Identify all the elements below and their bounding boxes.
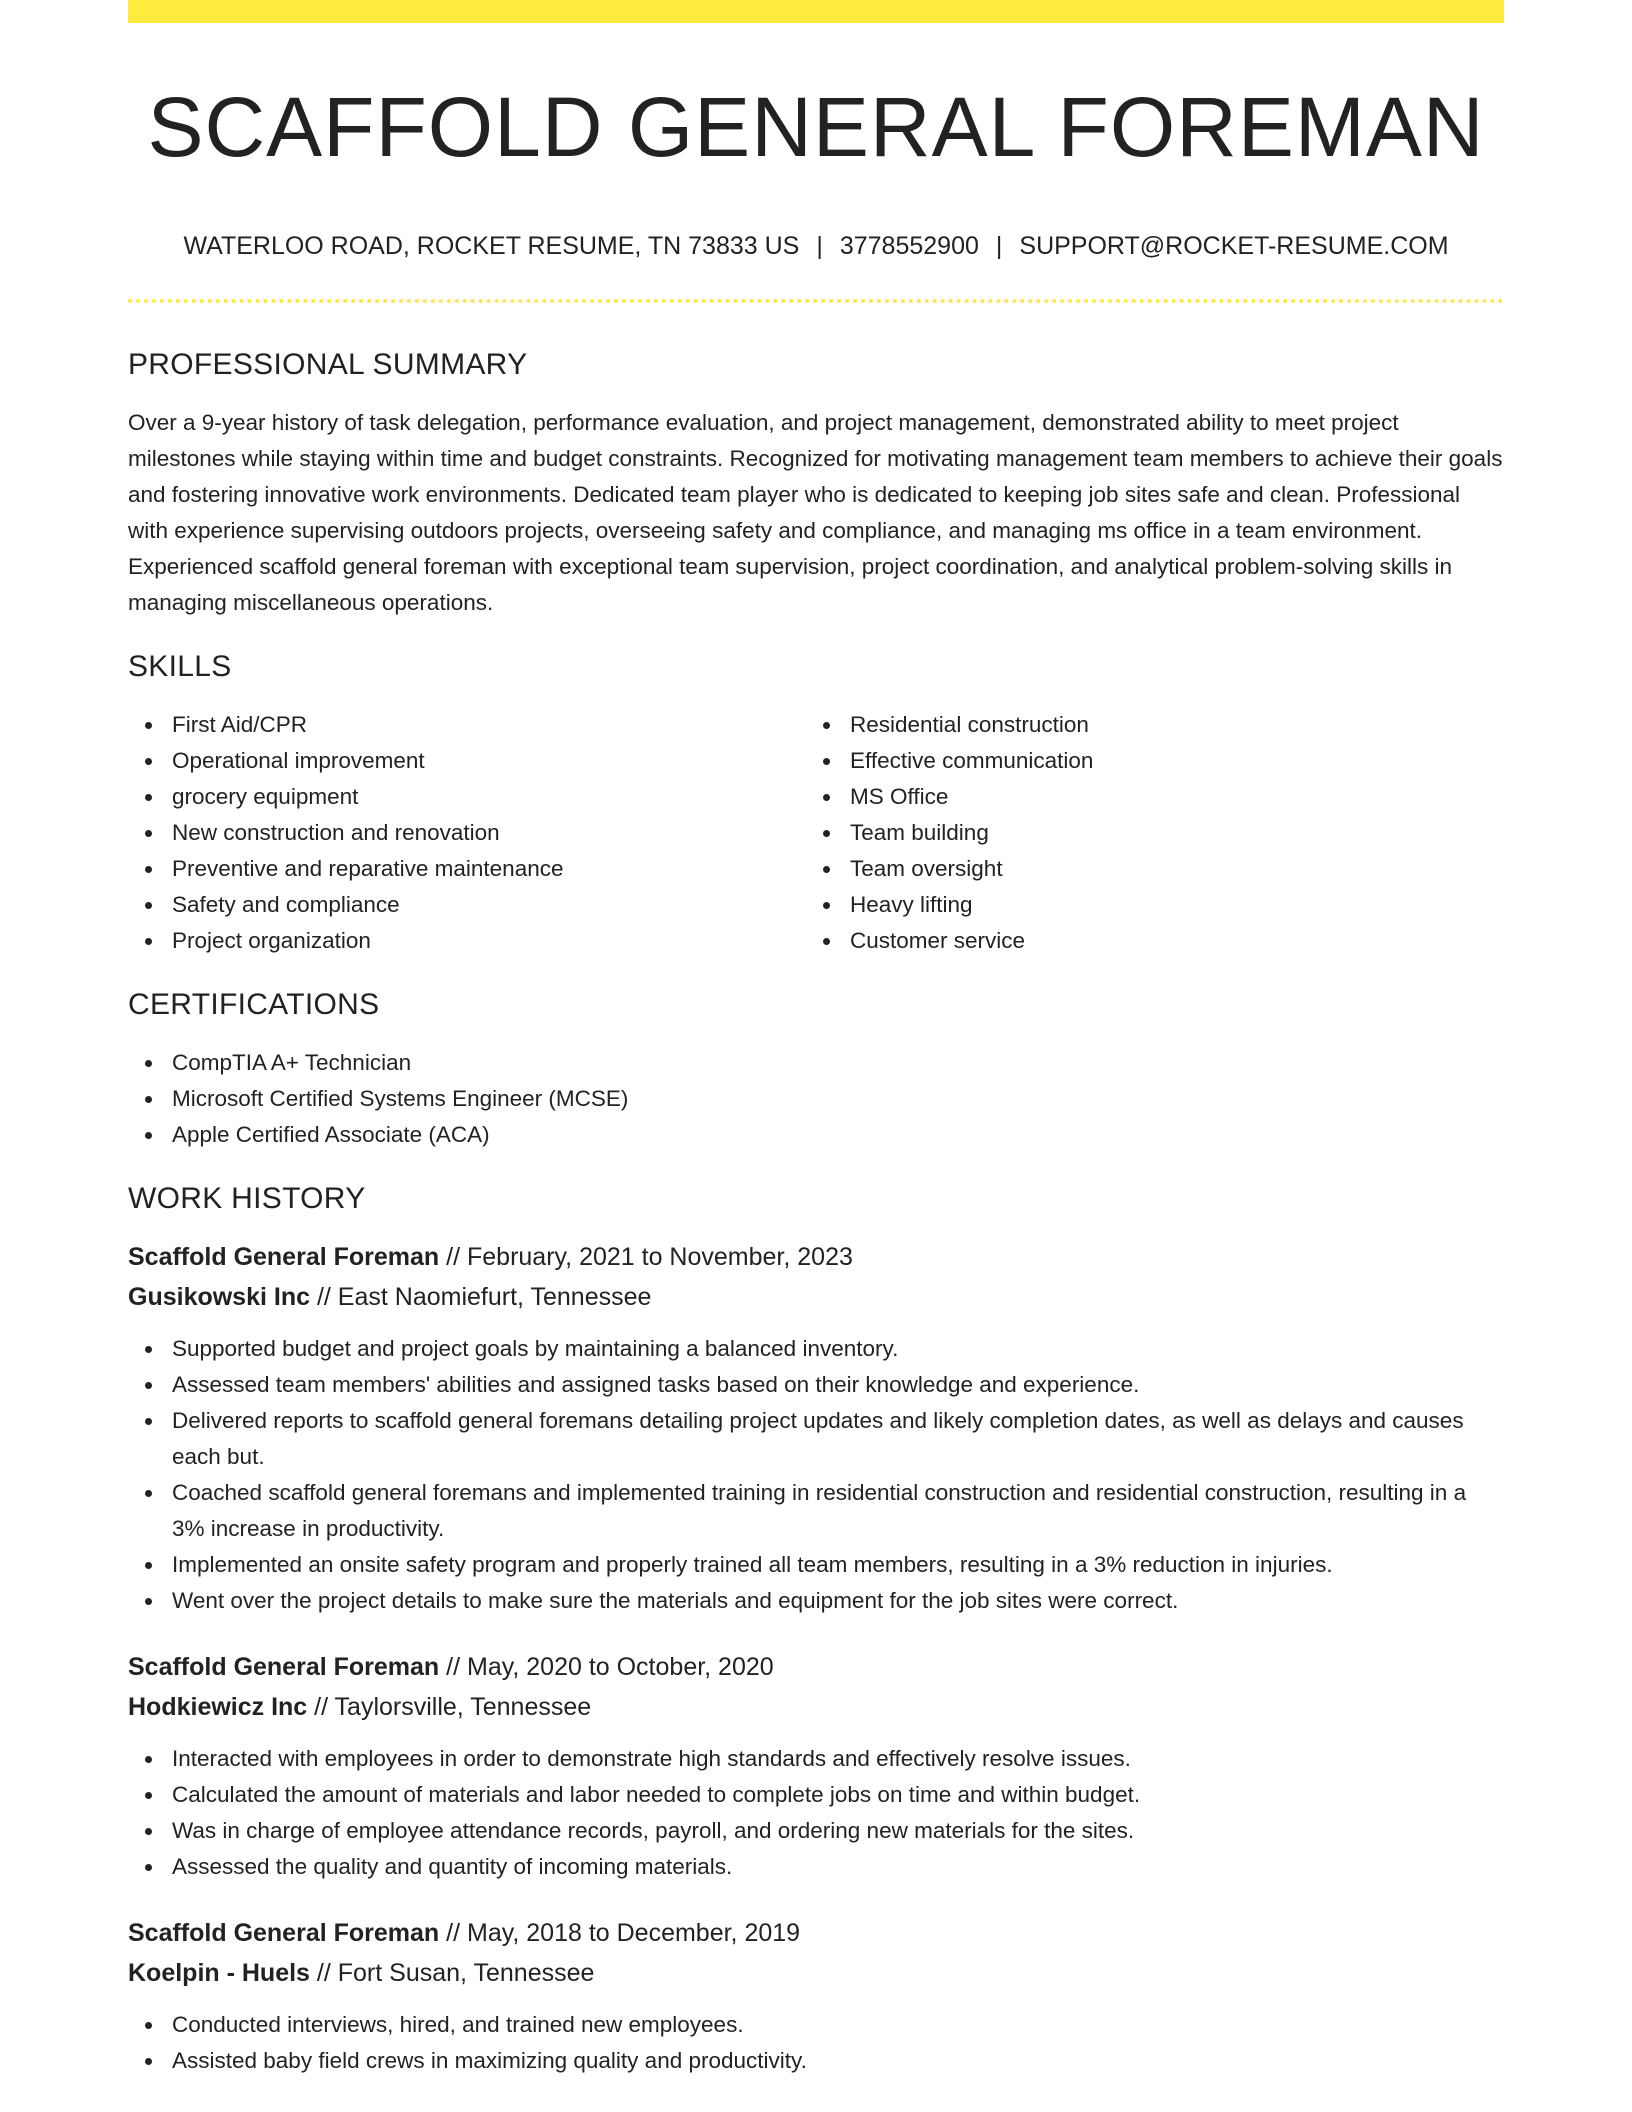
job-location: // Taylorsville, Tennessee bbox=[314, 1693, 592, 1721]
contact-phone: 3778552900 bbox=[839, 232, 979, 260]
job-bullet: Assessed the quality and quantity of incoming materials. bbox=[128, 1849, 1504, 1885]
job-role: Scaffold General Foreman bbox=[128, 1243, 440, 1271]
skills-grid bbox=[128, 707, 1504, 959]
job-company: Gusikowski Inc bbox=[128, 1283, 311, 1311]
job-dates: // February, 2021 to November, 2023 bbox=[446, 1243, 853, 1271]
skill-item: First Aid/CPR bbox=[128, 707, 806, 743]
accent-bar bbox=[128, 0, 1504, 23]
skill-item: Project organization bbox=[128, 923, 806, 959]
contact-address: WATERLOO ROAD, ROCKET RESUME, TN 73833 US bbox=[183, 232, 800, 260]
job-bullet: Implemented an onsite safety program and properly trained all team members, resulting in a 3% reduction in injuries. bbox=[128, 1547, 1504, 1583]
job-entry bbox=[128, 1237, 1504, 1619]
job-dates: // May, 2018 to December, 2019 bbox=[446, 1919, 801, 1947]
job-bullet: Went over the project details to make sure the materials and equipment for the job sites were correct. bbox=[128, 1583, 1504, 1619]
summary-text: Over a 9-year history of task delegation, performance evaluation, and project management, demonstrated ability to meet project milestones while staying within time and budget constraints. Recognized for motivating management team members to achieve their goals and fostering innovative work environments. Dedicated team player who is dedicated to keeping job sites safe and clean. Professional with experience supervising outdoors projects, overseeing safety and compliance, and managing ms office in a team environment. Experienced scaffold general foreman with exceptional team supervision, project coordination, and analytical problem-solving skills in managing miscellaneous operations. bbox=[128, 410, 1503, 615]
contact-separator: | bbox=[995, 232, 1003, 260]
skill-item: MS Office bbox=[806, 779, 1484, 815]
certifications-heading: CERTIFICATIONS bbox=[128, 988, 380, 1021]
skill-item: Safety and compliance bbox=[128, 887, 806, 923]
job-bullet: Delivered reports to scaffold general foremans detailing project updates and likely completion dates, as well as delays and causes each but. bbox=[128, 1403, 1504, 1475]
job-entry bbox=[128, 1647, 1504, 1885]
contact-line bbox=[128, 231, 1504, 261]
job-dates: // May, 2020 to October, 2020 bbox=[446, 1653, 774, 1681]
job-role: Scaffold General Foreman bbox=[128, 1919, 440, 1947]
candidate-name: SCAFFOLD GENERAL FOREMAN bbox=[147, 80, 1485, 174]
resume-page bbox=[128, 0, 1504, 2079]
skills-heading: SKILLS bbox=[128, 650, 232, 683]
skill-item: Customer service bbox=[806, 923, 1484, 959]
work-history-heading: WORK HISTORY bbox=[128, 1182, 366, 1215]
contact-separator: | bbox=[816, 232, 823, 260]
job-location: // Fort Susan, Tennessee bbox=[316, 1959, 595, 1987]
skill-item: Team oversight bbox=[806, 851, 1484, 887]
job-bullet: Interacted with employees in order to demonstrate high standards and effectively resolve issues. bbox=[128, 1741, 1504, 1777]
summary-heading: PROFESSIONAL SUMMARY bbox=[128, 348, 528, 381]
job-company-line bbox=[128, 1277, 1504, 1317]
skill-item: grocery equipment bbox=[128, 779, 806, 815]
job-bullet: Assisted baby field crews in maximizing quality and productivity. bbox=[128, 2043, 1504, 2079]
skill-item: Effective communication bbox=[806, 743, 1484, 779]
skill-item: Operational improvement bbox=[128, 743, 806, 779]
skill-item: New construction and renovation bbox=[128, 815, 806, 851]
job-bullet-list bbox=[128, 2007, 1504, 2079]
certification-item: CompTIA A+ Technician bbox=[128, 1045, 1504, 1081]
certification-item: Microsoft Certified Systems Engineer (MCSE) bbox=[128, 1081, 1504, 1117]
skill-item: Residential construction bbox=[806, 707, 1484, 743]
skills-list-left bbox=[128, 707, 806, 959]
job-bullet-list bbox=[128, 1331, 1504, 1619]
job-company: Hodkiewicz Inc bbox=[128, 1693, 308, 1721]
job-bullet: Coached scaffold general foremans and implemented training in residential construction and residential construction, resulting in a 3% increase in productivity. bbox=[128, 1475, 1504, 1547]
job-title-line bbox=[128, 1647, 1504, 1687]
skills-list-right bbox=[806, 707, 1484, 959]
job-role: Scaffold General Foreman bbox=[128, 1653, 440, 1681]
header-divider bbox=[128, 299, 1504, 303]
job-bullet-list bbox=[128, 1741, 1504, 1885]
skill-item: Team building bbox=[806, 815, 1484, 851]
job-entry bbox=[128, 1913, 1504, 2079]
skill-item: Preventive and reparative maintenance bbox=[128, 851, 806, 887]
job-company-line bbox=[128, 1687, 1504, 1727]
certification-item: Apple Certified Associate (ACA) bbox=[128, 1117, 1504, 1153]
job-bullet: Calculated the amount of materials and labor needed to complete jobs on time and within budget. bbox=[128, 1777, 1504, 1813]
job-location: // East Naomiefurt, Tennessee bbox=[316, 1283, 652, 1311]
job-bullet: Was in charge of employee attendance records, payroll, and ordering new materials for the sites. bbox=[128, 1813, 1504, 1849]
job-title-line bbox=[128, 1237, 1504, 1277]
certifications-list bbox=[128, 1045, 1504, 1153]
skill-item: Heavy lifting bbox=[806, 887, 1484, 923]
job-company: Koelpin - Huels bbox=[128, 1959, 310, 1987]
job-title-line bbox=[128, 1913, 1504, 1953]
job-company-line bbox=[128, 1953, 1504, 1993]
job-bullet: Conducted interviews, hired, and trained new employees. bbox=[128, 2007, 1504, 2043]
contact-email: SUPPORT@ROCKET-RESUME.COM bbox=[1019, 232, 1449, 260]
job-bullet: Supported budget and project goals by maintaining a balanced inventory. bbox=[128, 1331, 1504, 1367]
job-bullet: Assessed team members' abilities and assigned tasks based on their knowledge and experience. bbox=[128, 1367, 1504, 1403]
